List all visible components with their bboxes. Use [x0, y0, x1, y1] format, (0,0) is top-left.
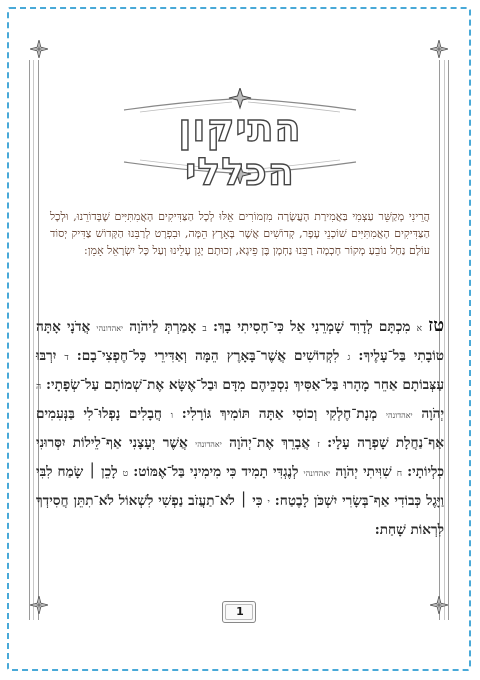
- verse-text: לְנֶגְדִּי תָמִיד כִּי מִימִינִי בַּל־אֶמּוֹט:: [133, 464, 299, 480]
- top-left-star-icon: [30, 40, 48, 58]
- frame-line-right-middle: [444, 60, 445, 620]
- verse-number: י: [267, 498, 270, 508]
- page-title: התיקון הכללי: [178, 106, 302, 194]
- verse-number: ה: [36, 382, 42, 392]
- verse-text: כִּי ׀ לֹא־תַעֲזֹב נַפְשִׁי לִשְׁאוֹל לֹא־תִתֵּן חֲסִידְךָ לִרְאוֹת שָׁחַת:: [36, 493, 444, 538]
- chapter-number: טז: [428, 315, 445, 336]
- verse-number: ו: [170, 411, 174, 421]
- page-number: 1: [236, 605, 244, 618]
- frame-line-left-outer: [29, 60, 30, 620]
- verse-number: ט: [122, 469, 129, 479]
- verse-text: לָכֵן ׀ שָׂמַח לִבִּי וַיָּגֶל כְּבוֹדִי אַף־בְּשָׂרִי יִשְׁכֹּן לָבֶטַח:: [36, 464, 445, 509]
- page-number-box: [222, 601, 256, 623]
- verse-text: אָמַרְתְּ לַיהֹוָה: [129, 319, 197, 335]
- verse-text: לִקְדוֹשִׁים אֲשֶׁר־בָּאָרֶץ הֵמָּה וְאַדִּירֵי כָּל־חֶפְצִי־בָם:: [76, 348, 340, 364]
- verse-number: ז: [317, 440, 320, 450]
- verse-text: מְנָת־חֶלְקִי וְכוֹסִי אַתָּה תּוֹמִיךְ גּוֹרָלִי:: [181, 406, 378, 422]
- verse-number: ב: [202, 324, 207, 334]
- verse-number: א: [416, 324, 422, 334]
- verse-number: ג: [347, 353, 351, 363]
- verse-text: אֲשֶׁר יְעָצָנִי אַף־לֵילוֹת יִסְּרוּנִי כִלְיוֹתָי:: [36, 435, 445, 480]
- verse-number: ח: [396, 469, 403, 479]
- divine-name-note: יאהדונהי: [385, 411, 413, 420]
- verse-number: ד: [64, 353, 69, 363]
- divine-name-note: יאהדונהי: [96, 324, 124, 333]
- divine-name-note: יאהדונהי: [303, 469, 331, 478]
- title-ornament: [120, 88, 360, 194]
- bottom-right-star-icon: [430, 596, 448, 614]
- frame-line-left-middle: [33, 60, 34, 620]
- verse-text: שִׁוִּיתִי יְהֹוָה: [335, 464, 392, 480]
- top-right-star-icon: [430, 40, 448, 58]
- bottom-left-star-icon: [30, 596, 48, 614]
- verse-text: מִכְתָּם לְדָוִד שָׁמְרֵנִי אֵל כִּי־חָסִיתִי בָךְ:: [212, 319, 411, 335]
- verse-text: אֲבָרֵךְ אֶת־יְהֹוָה: [229, 435, 310, 451]
- intro-paragraph: הֲרֵינִי מְקַשֵּׁר עַצְמִי בַּאֲמִירַת הָעֲשָׂרָה מִזְמוֹרִים אֵלּוּ לְכָל הַצַּדִּיקִים הָאֲמִתִּיִּים שֶׁבְּדוֹרֵנוּ, וּלְכָל הַצַּדִּיקִים הָאֲמִתִּיִּים שׁוֹכְנֵי עָפָר, קְדוֹשִׁים אֲשֶׁר בָּאָרֶץ הֵמָּה, וּבִפְרָט לְרַבֵּנוּ הַקָּדוֹשׁ צַדִּיק יְסוֹד עוֹלָם נַחַל נוֹבֵעַ מְקוֹר חָכְמָה רַבֵּנוּ נַחְמָן בֶּן פֵיגָא, זְכוּתָם יָגֵן עָלֵינוּ וְעַל כָּל יִשְׂרָאֵל אָמֵן:: [50, 210, 430, 257]
- divine-name-note: יאהדונהי: [195, 440, 222, 449]
- verse-text: יִרְבּוּ עַצְּבוֹתָם אַחֵר מָהָרוּ בַּל־אַסִּיךְ נִסְכֵּיהֶם מִדָּם וּבַל־אֶשָּׂא אֶת־שְׁמוֹתָם עַל־שְׂפָתָי:: [36, 348, 445, 393]
- psalm-text: [36, 312, 444, 544]
- verse-text: חֲבָלִים נָפְלוּ־לִי בַּנְּעִמִים אַף־נַחֲלָת שָׁפְרָה עָלָי:: [36, 406, 444, 451]
- frame-line-right-outer: [448, 60, 449, 620]
- verse-text: יְהֹוָה: [421, 406, 445, 422]
- verse-text: אֲדֹנָי אָתָּה טוֹבָתִי בַּל־עָלֶיךָ:: [36, 319, 444, 364]
